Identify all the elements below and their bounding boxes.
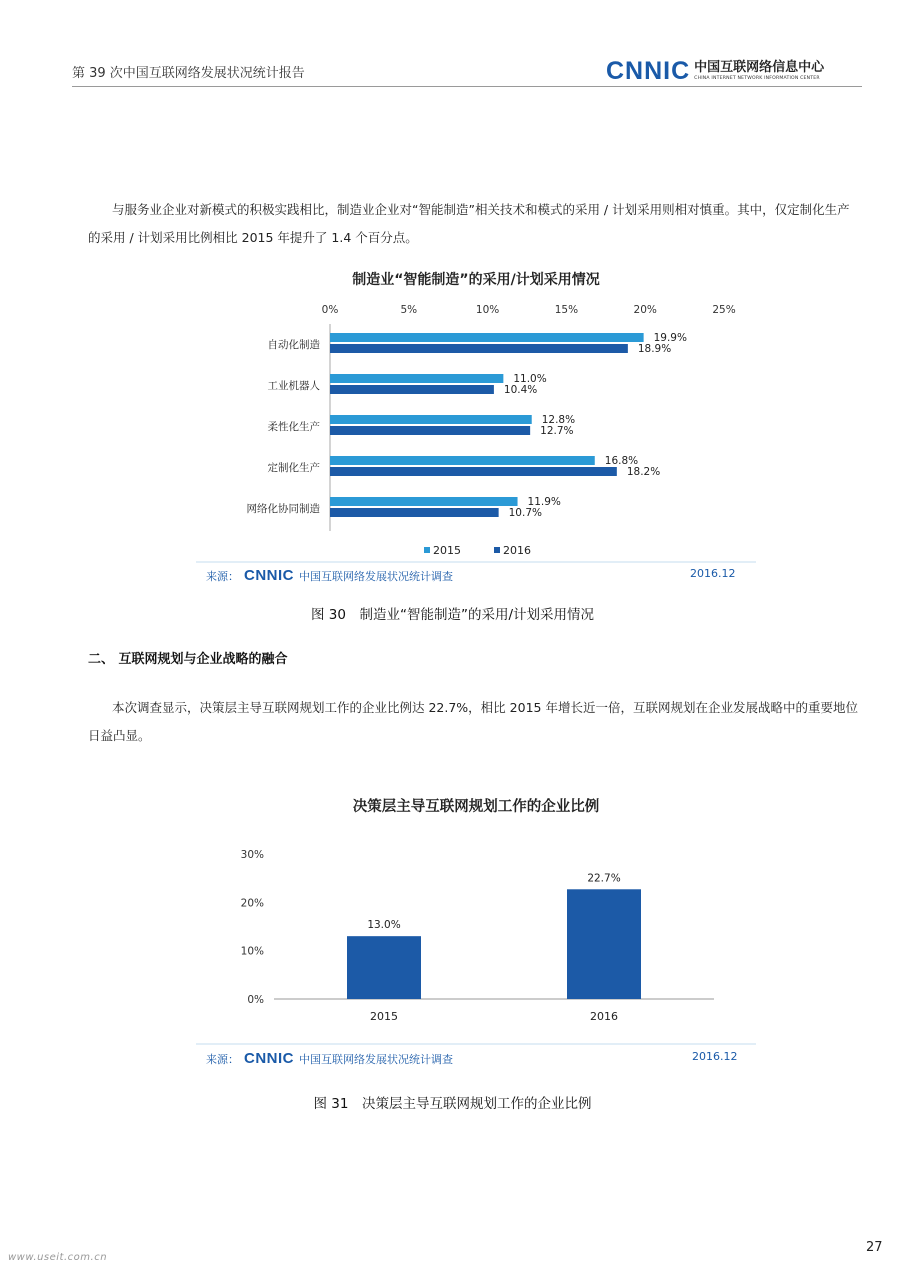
paragraph-2: 本次调查显示，决策层主导互联网规划工作的企业比例达 22.7%，相比 2015 年增长近一倍，互联网规划在企业发展战略中的重要地位日益凸显。 [88,700,858,743]
chart-title: 决策层主导互联网规划工作的企业比例 [352,799,600,815]
data-label: 12.8% [541,414,576,426]
data-label: 10.7% [508,507,542,519]
page-number: 27 [866,1240,883,1255]
legend-marker-2015 [424,547,430,553]
category-label: 柔性化生产 [267,421,320,433]
y-tick-label: 0% [247,994,264,1006]
logo-english-name: CHINA INTERNET NETWORK INFORMATION CENTER [694,76,820,81]
chart-31-source [206,1050,453,1067]
chart-30 [186,262,766,588]
data-label: 12.7% [540,425,574,437]
watermark-url: www.useit.com.cn [8,1252,108,1263]
category-label: 自动化制造 [267,339,320,351]
category-label: 定制化生产 [267,462,320,474]
chart-30-panel [186,262,766,588]
chart-30-date: 2016.12 [690,567,736,580]
paragraph-1: 与服务业企业对新模式的积极实践相比，制造业企业对“智能制造”相关技术和模式的采用 / 计划采用则相对慎重。其中，仅定制化生产的采用 / 计划采用比例相比 2015 年提升了 1.4 个百分点。 [88,202,850,245]
legend-marker-2016 [494,547,500,553]
figure-30-caption: 图 30 制造业“智能制造”的采用/计划采用情况 [310,607,594,623]
data-label: 18.2% [626,466,661,478]
category-label: 2015 [370,1010,398,1023]
source-logo: CNNIC [244,567,294,584]
bar-2016 [330,385,494,394]
source-label: 来源： [206,1052,239,1066]
cnnic-logo [606,58,824,84]
data-label: 16.8% [604,455,639,467]
data-label: 10.4% [503,384,538,396]
source-logo: CNNIC [244,1050,294,1067]
logo-chinese-name: 中国互联网络信息中心 [694,60,825,75]
bar-2015 [330,497,518,506]
category-label: 2016 [590,1010,618,1023]
bar-2015 [330,456,595,465]
x-tick-label: 25% [712,304,736,316]
chart-title: 制造业“智能制造”的采用/计划采用情况 [352,272,600,288]
bar-2015 [347,936,421,999]
data-label: 11.0% [513,373,547,385]
data-label: 13.0% [367,919,401,932]
data-label: 22.7% [587,872,621,885]
bar-2015 [330,415,532,424]
report-title: 第 39 次中国互联网络发展状况统计报告 [72,66,305,81]
source-org: 中国互联网络发展状况统计调查 [299,569,453,583]
y-tick-label: 10% [240,945,264,958]
header-divider [72,86,862,87]
figure-31-caption: 图 31 决策层主导互联网规划工作的企业比例 [313,1096,592,1112]
source-org: 中国互联网络发展状况统计调查 [299,1052,453,1066]
x-tick-label: 15% [554,304,579,316]
x-tick-label: 5% [400,304,418,316]
x-tick-label: 0% [321,304,339,316]
y-tick-label: 30% [240,849,264,861]
bar-2016 [567,889,641,999]
bar-2016 [330,426,530,435]
legend-label: 2015 [433,544,461,557]
bar-2016 [330,467,617,476]
source-label: 来源： [206,569,239,583]
x-tick-label: 10% [475,304,500,316]
bar-2016 [330,344,628,353]
x-tick-label: 20% [633,304,657,316]
category-label: 网络化协同制造 [246,503,320,515]
category-label: 工业机器人 [267,380,320,392]
chart-31-panel [186,778,766,1074]
chart-31-date: 2016.12 [692,1050,738,1063]
bar-2016 [330,508,499,517]
y-tick-label: 20% [240,897,264,910]
section-heading: 二、 互联网规划与企业战略的融合 [88,652,288,667]
chart-31 [186,778,766,1074]
logo-mark: CNNIC [606,57,691,85]
chart-30-source [206,567,453,584]
data-label: 19.9% [653,332,687,344]
bar-2015 [330,374,503,383]
bar-2015 [330,333,644,342]
data-label: 18.9% [637,343,672,355]
data-label: 11.9% [527,496,561,508]
legend-label: 2016 [503,544,531,557]
